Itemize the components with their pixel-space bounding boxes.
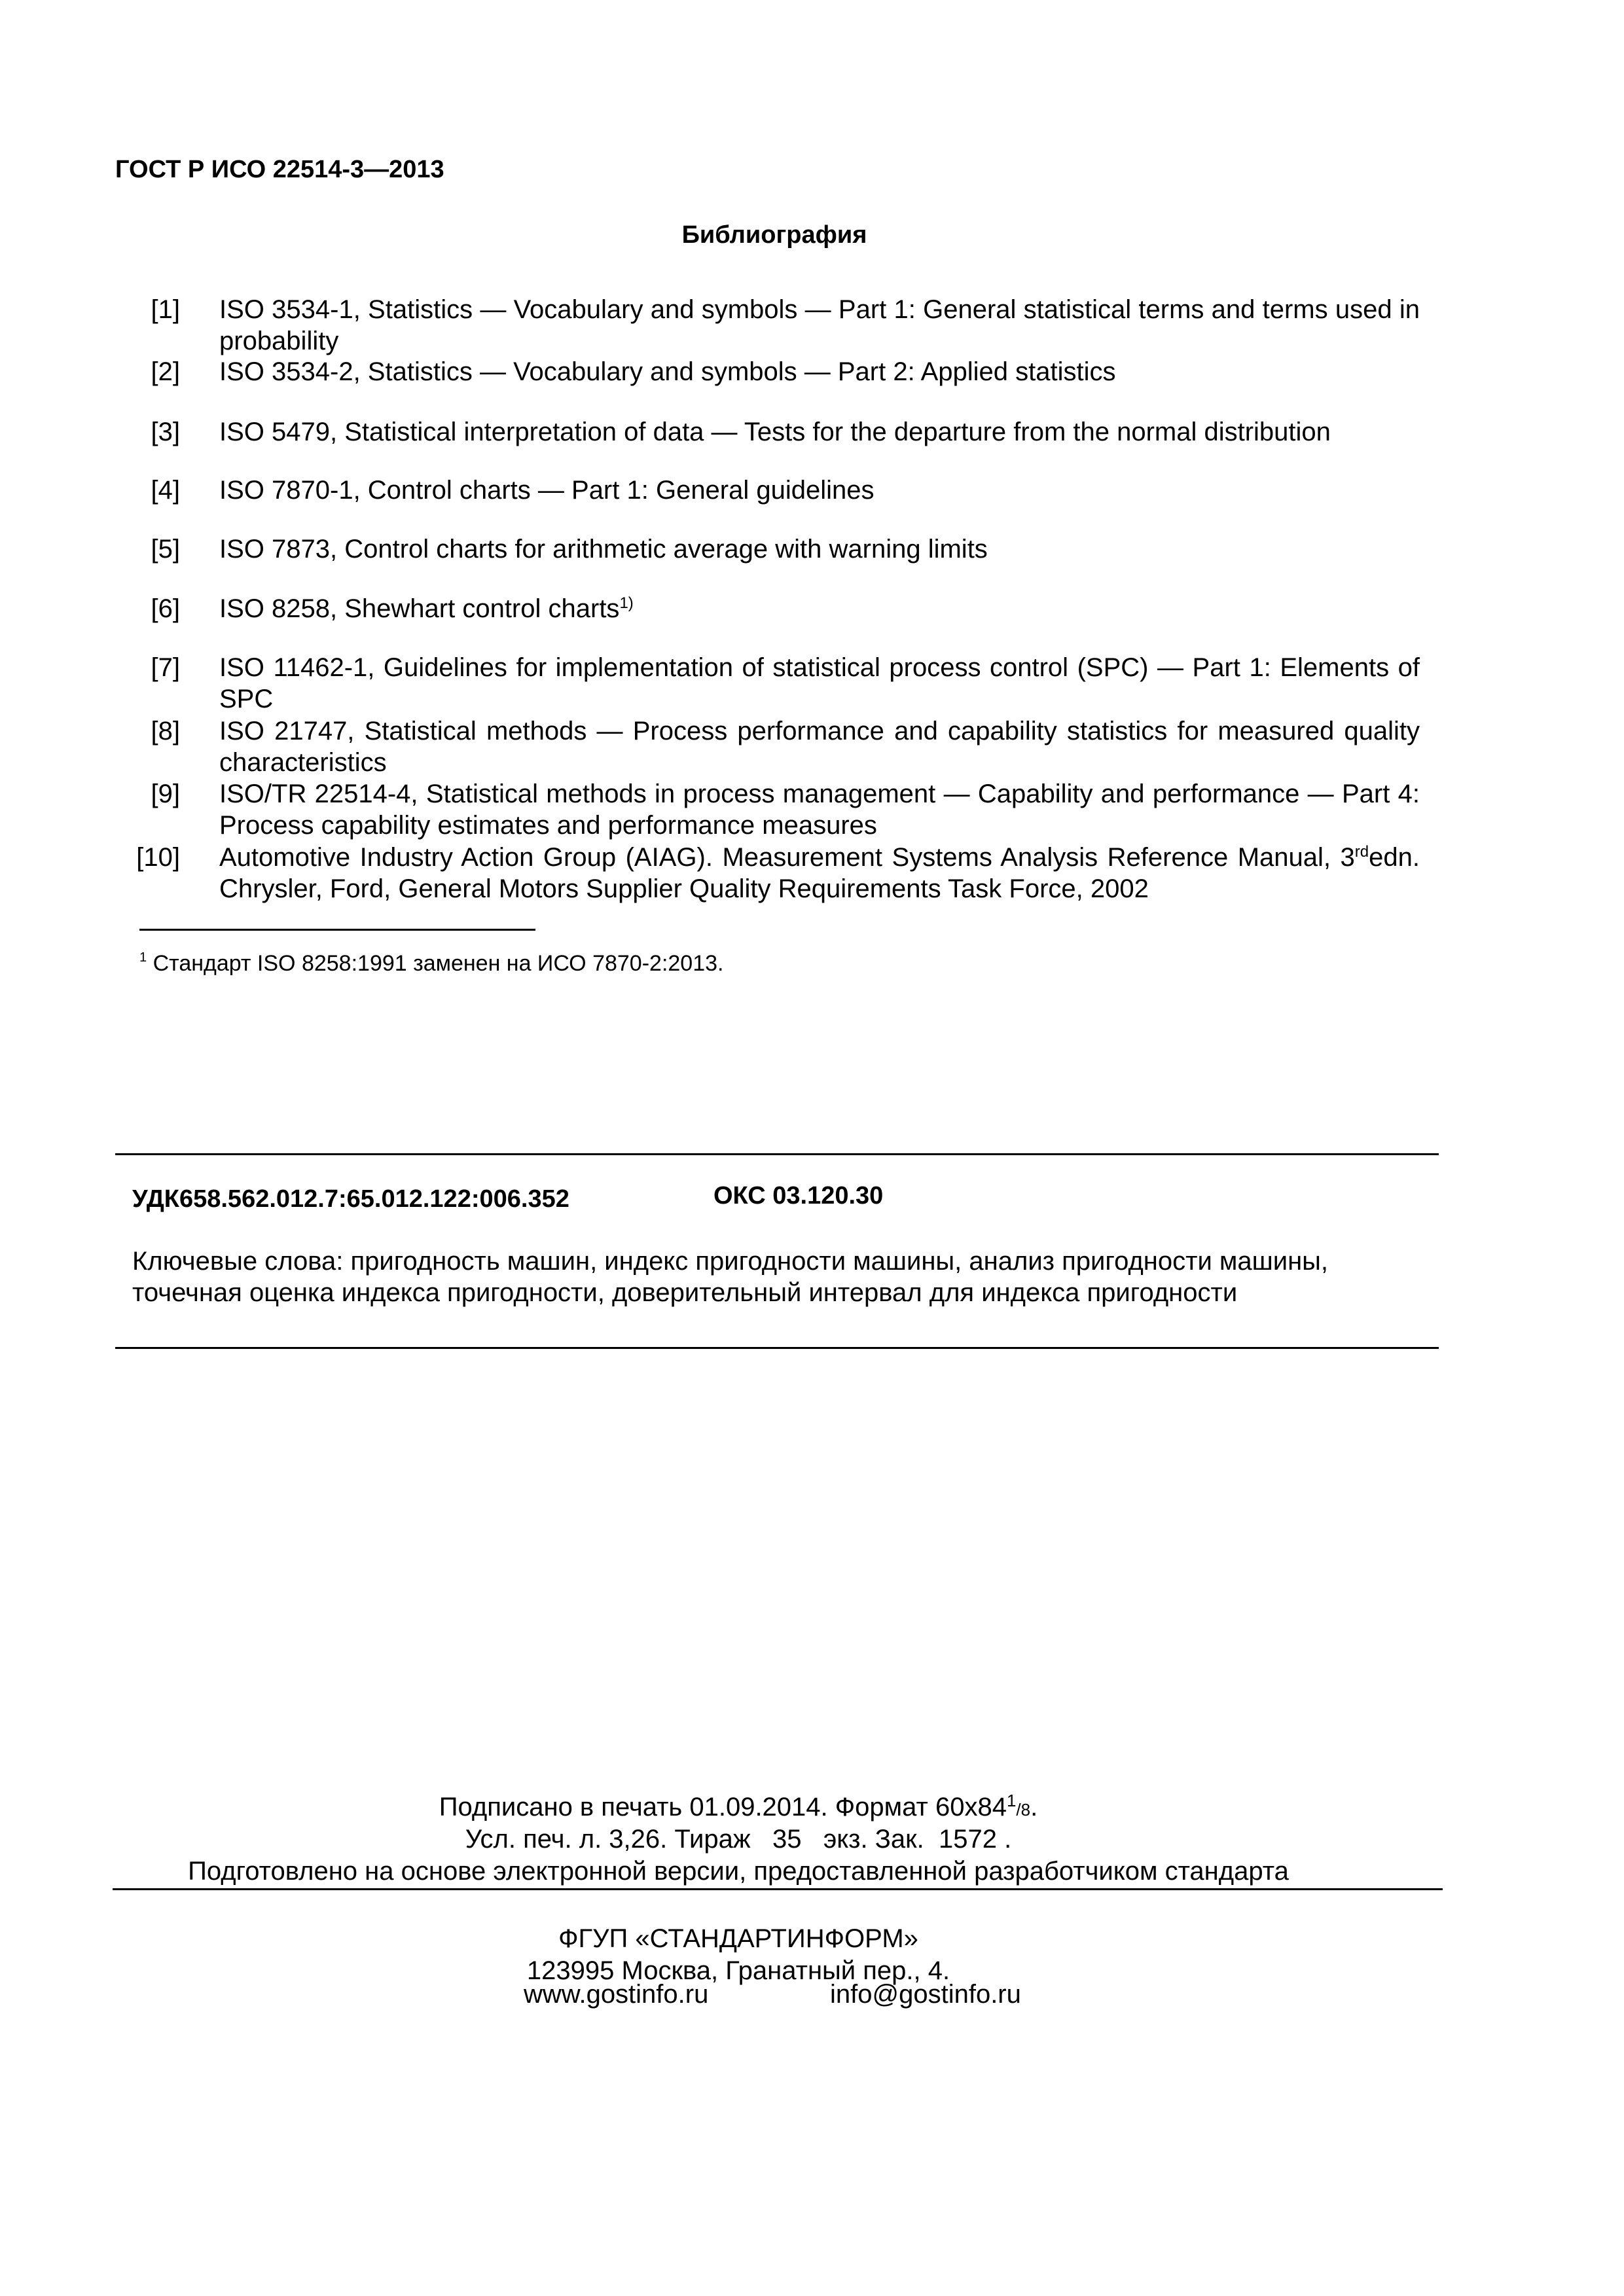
entry-number: [4] [151,476,180,505]
footnote-mark: 1 [139,950,147,965]
entry-number: [8] [151,717,180,745]
entry-text: ISO/TR 22514-4, Statistical methods in process management — Capability and performance — Part 4: Process capability estimates and performance measures [219,780,1420,840]
format-denominator: /8 [1016,1800,1031,1820]
entry-text-main: ISO 8258, Shewhart control charts [219,594,620,623]
entry-text: ISO 21747, Statistical methods — Process performance and capability statistics for measured quality characteristics [219,717,1420,777]
entry-text: ISO 7870-1, Control charts — Part 1: General guidelines [219,476,875,505]
entry-number: [10] [136,843,180,872]
entry-number: [6] [151,594,180,623]
entry-number: [9] [151,780,180,808]
entry-text: ISO 5479, Statistical interpretation of data — Tests for the departure from the normal distribution [219,418,1331,446]
entry-text [219,842,1420,905]
document-code: ГОСТ Р ИСО 22514-3—2013 [115,156,444,183]
prepared-note: Подготовлено на основе электронной версии, предоставленной разработчиком стандарта [188,1857,1289,1886]
website-link[interactable]: www.gostinfo.ru [524,1980,709,2009]
signed-suffix: . [1030,1793,1038,1821]
email-link[interactable]: info@gostinfo.ru [830,1980,1021,2009]
print-info: Усл. печ. л. 3,26. Тираж 35 экз. Зак. 1572 . [465,1825,1012,1854]
entry-number: [2] [151,357,180,386]
footnote-separator [139,929,535,931]
bibliography-title: Библиография [681,221,867,249]
entry-text-part: Automotive Industry Action Group (AIAG). Measurement Systems Analysis Reference Manual, 3 [219,843,1355,872]
entry-number: [1] [151,295,180,324]
entry-text-part: edn. Chrysler, Ford, General Motors Supplier Quality Requirements Task Force, 2002 [219,843,1420,903]
format-numerator: 1 [1006,1791,1017,1810]
keywords-line-2: точечная оценка индекса пригодности, доверительный интервал для индекса пригодности [132,1278,1238,1307]
footnote-text: Стандарт ISO 8258:1991 заменен на ИСО 7870-2:2013. [147,951,724,976]
imprint-divider [113,1888,1443,1890]
entry-text: ISO 3534-2, Statistics — Vocabulary and symbols — Part 2: Applied statistics [219,357,1116,386]
publisher-name: ФГУП «СТАНДАРТИНФОРМ» [558,1924,918,1953]
footnote [139,951,723,977]
divider-top [115,1153,1439,1155]
keywords-line-1: Ключевые слова: пригодность машин, индекс пригодности машины, анализ пригодности машины, [132,1247,1329,1276]
entry-number: [3] [151,418,180,446]
signed-for-print [0,1791,1477,1825]
entry-text: ISO 7873, Control charts for arithmetic average with warning limits [219,535,988,564]
entry-text [219,593,1420,624]
udk-code: УДК658.562.012.7:65.012.122:006.352 [132,1185,569,1213]
oks-code: ОКС 03.120.30 [713,1182,884,1210]
footnote-reference: 1) [619,594,634,612]
ordinal-suffix: rd [1354,843,1369,861]
entry-number: [5] [151,535,180,564]
publisher-address: 123995 Москва, Гранатный пер., 4. [526,1956,950,1985]
entry-number: [7] [151,653,180,682]
entry-text: ISO 11462-1, Guidelines for implementation of statistical process control (SPC) — Part 1: Elements of SPC [219,653,1420,713]
divider-bottom [115,1347,1439,1349]
signed-text: Подписано в печать 01.09.2014. Формат 60х84 [439,1793,1007,1821]
entry-text: ISO 3534-1, Statistics — Vocabulary and symbols — Part 1: General statistical terms and terms used in probability [219,295,1420,355]
